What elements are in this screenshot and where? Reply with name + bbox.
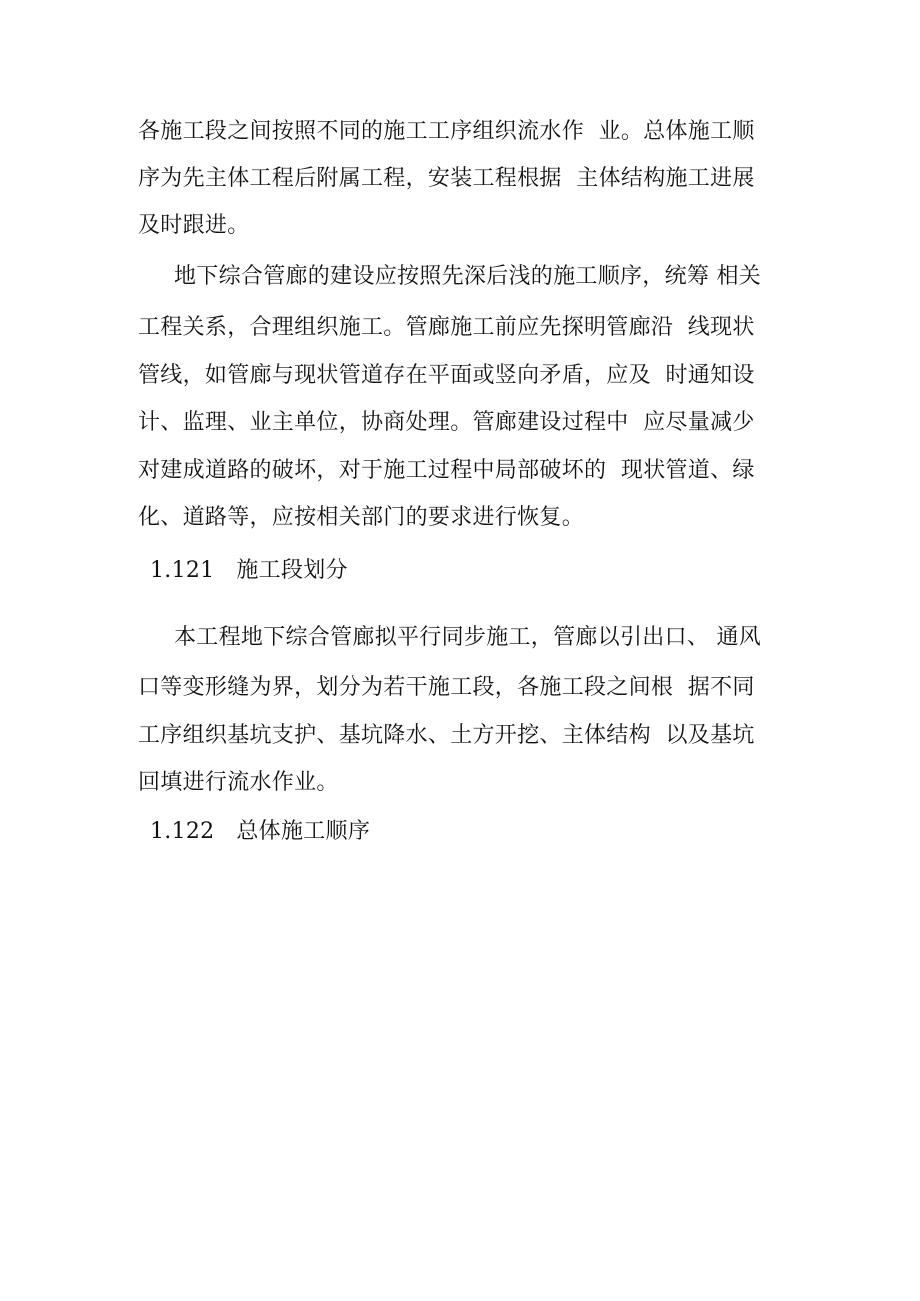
paragraph-3-line-4: 回填进行流水作业。 [138, 770, 339, 795]
section-heading-1-122: 1.122 总体施工顺序 [150, 819, 371, 844]
paragraph-1-line-1: 各施工段之间按照不同的施工工序组织流水作 业。总体施工顺 [138, 119, 755, 144]
paragraph-2-line-6: 化、道路等，应按相关部门的要求进行恢复。 [138, 505, 585, 530]
paragraph-2-line-5: 对建成道路的破坏，对于施工过程中局部破坏的 现状管道、绿 [138, 458, 755, 483]
paragraph-2-line-3: 管线，如管廊与现状管道存在平面或竖向矛盾，应及 时通知设 [138, 363, 755, 388]
paragraph-2-line-1: 地下综合管廊的建设应按照先深后浅的施工顺序，统筹 相关 [174, 264, 762, 289]
section-heading-1-121: 1.121 施工段划分 [150, 558, 348, 583]
paragraph-2-line-4: 计、监理、业主单位，协商处理。管廊建设过程中 应尽量减少 [138, 410, 755, 435]
paragraph-3-line-3: 工序组织基坑支护、基坑降水、土方开挖、主体结构 以及基坑 [138, 723, 755, 748]
paragraph-2-line-2: 工程关系，合理组织施工。管廊施工前应先探明管廊沿 线现状 [138, 315, 755, 340]
paragraph-3-line-2: 口等变形缝为界，划分为若干施工段，各施工段之间根 据不同 [138, 675, 755, 700]
paragraph-3-line-1: 本工程地下综合管廊拟平行同步施工，管廊以引出口、 通风 [174, 625, 762, 650]
paragraph-1-line-2: 序为先主体工程后附属工程，安装工程根据 主体结构施工进展 [138, 166, 755, 191]
paragraph-1-line-3: 及时跟进。 [138, 213, 250, 238]
